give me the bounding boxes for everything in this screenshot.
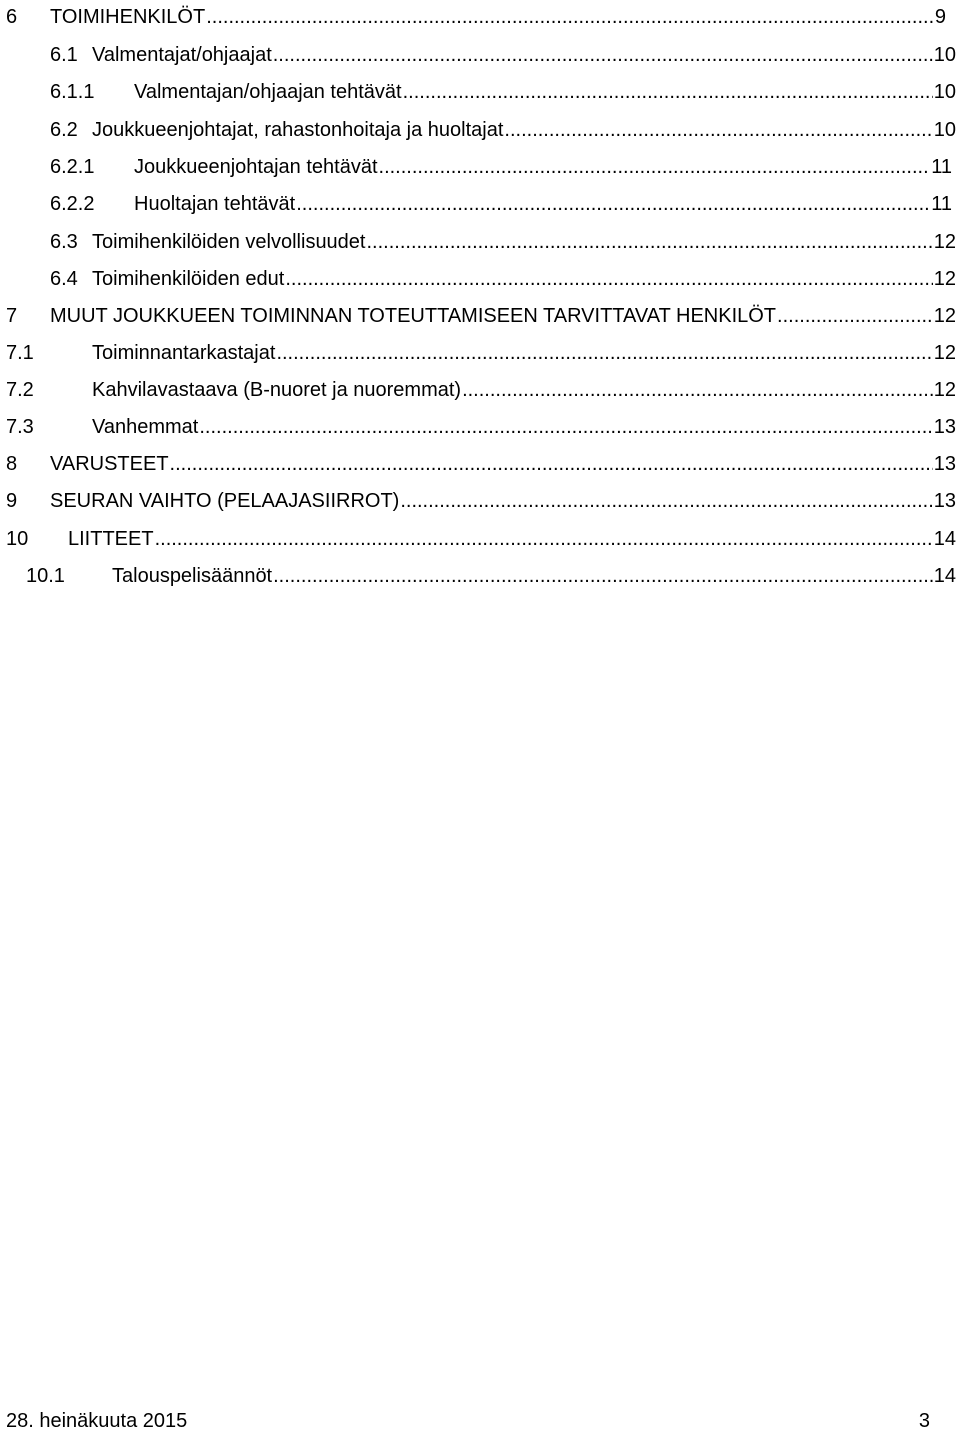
toc-entry-title: Talouspelisäännöt (112, 565, 273, 587)
toc-entry-title: Joukkueenjohtajat, rahastonhoitaja ja huoltajat (92, 119, 504, 141)
toc-entry[interactable] (0, 2, 960, 32)
toc-entry-page: 11 (931, 193, 952, 215)
toc-entry-page: 13 (933, 453, 956, 475)
toc-entry-page: 14 (933, 565, 956, 587)
toc-leader-dots (400, 486, 932, 516)
toc-entry-page: 10 (933, 44, 956, 66)
toc-entry-title: Toimihenkilöiden velvollisuudet (92, 231, 366, 253)
toc-entry-page: 12 (933, 231, 956, 253)
toc-leader-dots (276, 338, 932, 368)
toc-entry-number: 6.4 (50, 268, 78, 290)
toc-entry[interactable] (0, 189, 960, 219)
toc-entry[interactable] (0, 264, 960, 294)
toc-entry-page: 12 (933, 268, 956, 290)
toc-leader-dots (273, 40, 933, 70)
toc-entry[interactable] (0, 486, 960, 516)
toc-entry-number: 10.1 (26, 565, 65, 587)
toc-leader-dots (285, 264, 932, 294)
toc-entry-number: 7.2 (6, 379, 34, 401)
footer-page-number: 3 (918, 1410, 930, 1432)
toc-entry[interactable] (0, 338, 960, 368)
toc-entry-title: Valmentajat/ohjaajat (92, 44, 272, 66)
toc-entry[interactable] (0, 40, 960, 70)
toc-entry[interactable] (0, 449, 960, 479)
toc-entry-number: 7.3 (6, 416, 34, 438)
toc-entry-title: VARUSTEET (50, 453, 169, 475)
toc-entry-number: 6.1.1 (50, 81, 95, 103)
toc-leader-dots (170, 449, 933, 479)
toc-entry-page: 13 (933, 490, 956, 512)
toc-entry[interactable] (0, 412, 960, 442)
toc-entry-page: 14 (933, 528, 956, 550)
toc-entry-title: Toiminnantarkastajat (92, 342, 276, 364)
toc-leader-dots (403, 77, 933, 107)
toc-entry-title: Valmentajan/ohjaajan tehtävät (134, 81, 402, 103)
toc-entry[interactable] (0, 301, 960, 331)
toc-leader-dots (296, 189, 930, 219)
toc-leader-dots (462, 375, 933, 405)
toc-entry[interactable] (0, 152, 960, 182)
toc-entry[interactable] (0, 524, 960, 554)
toc-entry-title: SEURAN VAIHTO (PELAAJASIIRROT) (50, 490, 400, 512)
toc-entry[interactable] (0, 77, 960, 107)
toc-entry-page: 9 (934, 6, 946, 28)
toc-entry[interactable] (0, 561, 960, 591)
toc-entry-title: Joukkueenjohtajan tehtävät (134, 156, 378, 178)
toc-entry-number: 6 (6, 6, 18, 28)
toc-entry-title: Vanhemmat (92, 416, 199, 438)
toc-entry-number: 6.2.2 (50, 193, 95, 215)
toc-entry-number: 10 (6, 528, 29, 550)
toc-entry-title: Huoltajan tehtävät (134, 193, 296, 215)
toc-entry-title: MUUT JOUKKUEEN TOIMINNAN TOTEUTTAMISEEN TARVITTAVAT HENKILÖT (50, 305, 777, 327)
toc-entry-title: TOIMIHENKILÖT (50, 6, 206, 28)
toc-entry-number: 6.3 (50, 231, 78, 253)
toc-entry-title: LIITTEET (68, 528, 154, 550)
toc-leader-dots (273, 561, 933, 591)
toc-leader-dots (199, 412, 932, 442)
toc-entry-page: 12 (933, 342, 956, 364)
toc-entry-page: 12 (933, 305, 956, 327)
toc-entry[interactable] (0, 115, 960, 145)
toc-entry-title: Toimihenkilöiden edut (92, 268, 285, 290)
toc-entry-page: 10 (933, 119, 956, 141)
toc-entry-number: 6.2.1 (50, 156, 95, 178)
toc-leader-dots (379, 152, 931, 182)
toc-entry-number: 6.2 (50, 119, 78, 141)
toc-entry-page: 11 (931, 156, 952, 178)
toc-entry-number: 7 (6, 305, 18, 327)
footer-date: 28. heinäkuuta 2015 (6, 1410, 188, 1432)
toc-entry-page: 12 (933, 379, 956, 401)
toc-entry-number: 9 (6, 490, 18, 512)
toc-entry[interactable] (0, 375, 960, 405)
toc-entry-number: 7.1 (6, 342, 34, 364)
toc-entry-title: Kahvilavastaava (B-nuoret ja nuoremmat) (92, 379, 462, 401)
toc-entry-page: 13 (933, 416, 956, 438)
toc-leader-dots (155, 524, 933, 554)
toc-leader-dots (206, 2, 934, 32)
toc-entry-page: 10 (933, 81, 956, 103)
toc-leader-dots (777, 301, 933, 331)
toc-leader-dots (367, 227, 933, 257)
toc-entry-number: 8 (6, 453, 18, 475)
toc-entry-number: 6.1 (50, 44, 78, 66)
toc-leader-dots (504, 115, 932, 145)
toc-entry[interactable] (0, 227, 960, 257)
